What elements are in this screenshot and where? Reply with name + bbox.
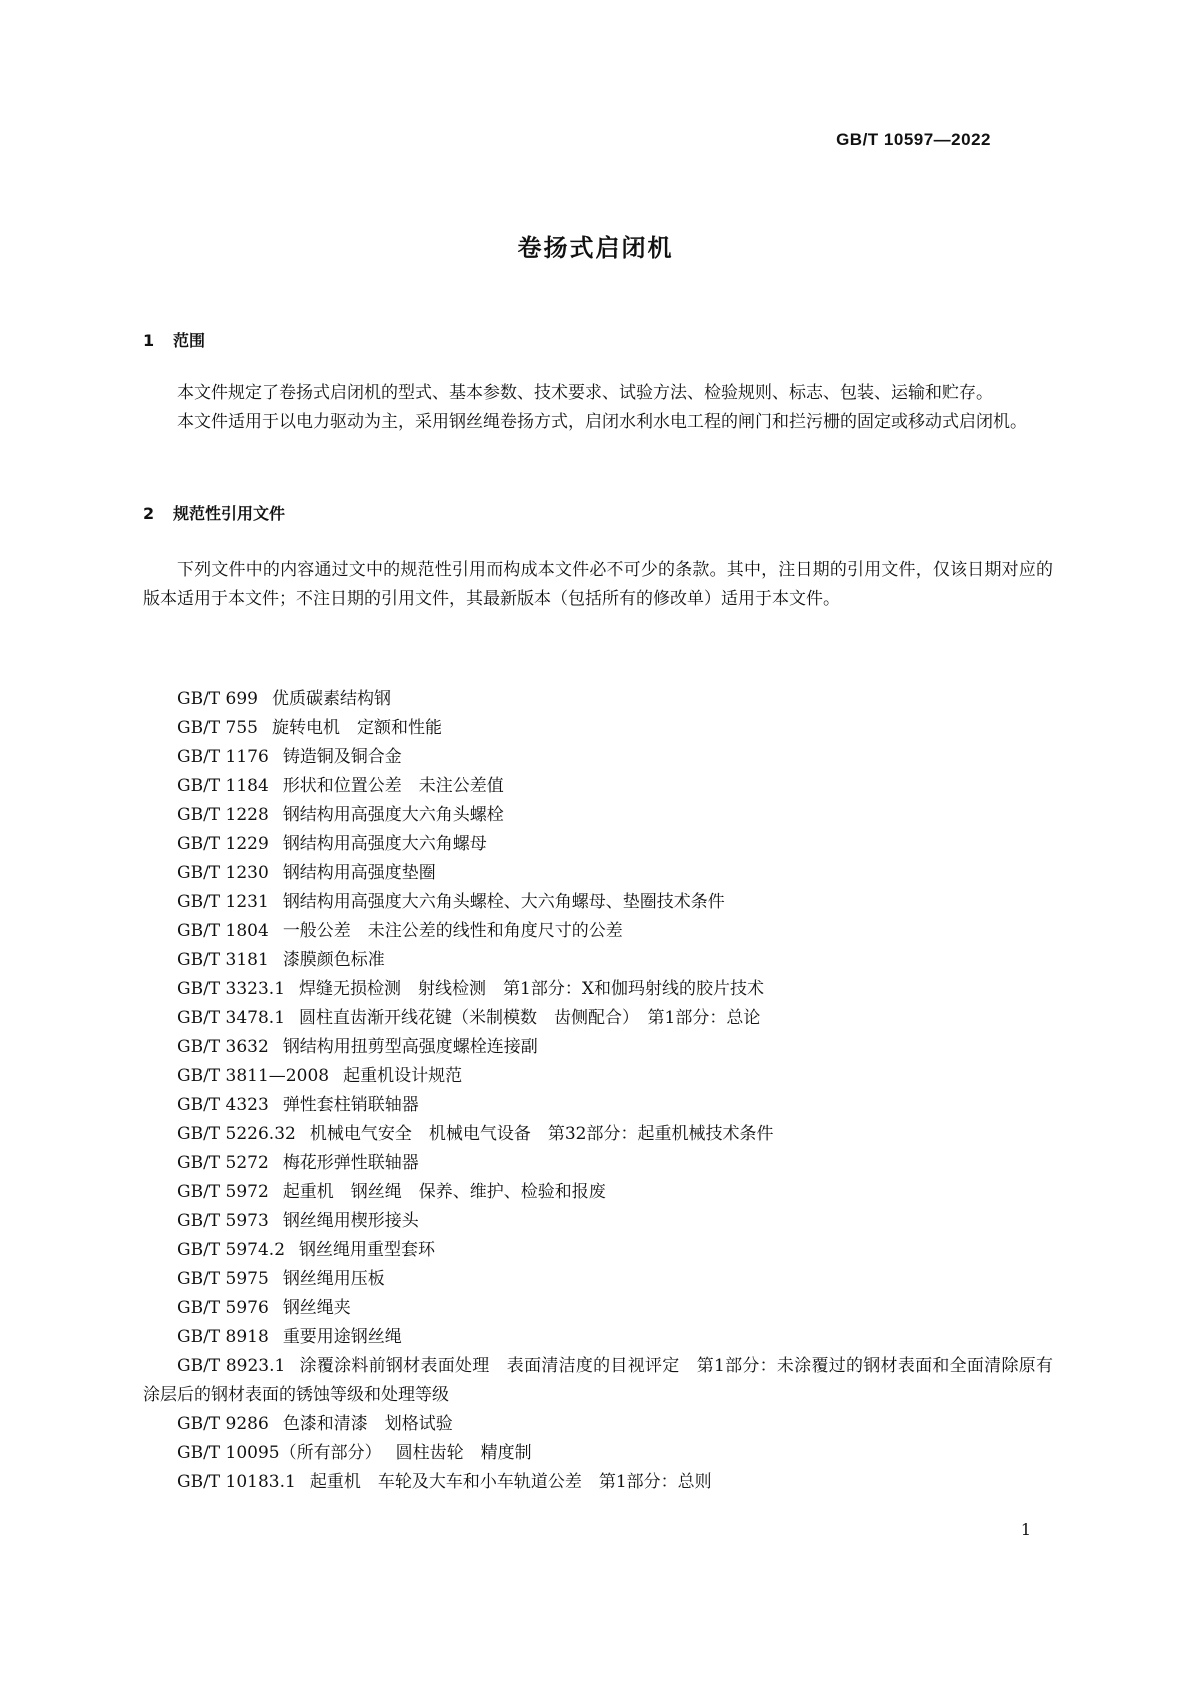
reference-code: GB/T 5272: [177, 1153, 269, 1173]
reference-title: 形状和位置公差 未注公差值: [282, 776, 504, 796]
reference-code: GB/T 699: [177, 689, 258, 709]
reference-item: [143, 772, 1053, 801]
document-title: 卷扬式启闭机: [517, 234, 674, 262]
reference-title: 旋转电机 定额和性能: [272, 718, 442, 738]
reference-item: [143, 1033, 1053, 1062]
reference-code: GB/T 10183.1: [177, 1472, 296, 1492]
reference-item: [143, 1091, 1053, 1120]
reference-code: GB/T 9286: [177, 1414, 269, 1434]
page-number: 1: [1020, 1520, 1031, 1539]
reference-code: GB/T 1231: [177, 892, 269, 912]
reference-item: [143, 714, 1053, 743]
reference-title: 钢结构用高强度大六角头螺栓: [282, 805, 504, 825]
reference-title: 钢结构用高强度大六角头螺栓、大六角螺母、垫圈技术条件: [282, 892, 725, 912]
reference-code: GB/T 1229: [177, 834, 269, 854]
reference-item: [143, 1265, 1053, 1294]
reference-code: GB/T 1228: [177, 805, 269, 825]
normative-references-list: [143, 685, 1053, 1497]
reference-item: [143, 801, 1053, 830]
standard-code: GB/T 10597—2022: [836, 130, 991, 149]
reference-item: [143, 1178, 1053, 1207]
reference-item: [143, 1004, 1053, 1033]
reference-title: 重要用途钢丝绳: [282, 1327, 402, 1347]
reference-title: 一般公差 未注公差的线性和角度尺寸的公差: [282, 921, 623, 941]
reference-item: [143, 917, 1053, 946]
reference-title: 铸造铜及铜合金: [282, 747, 402, 767]
reference-code: GB/T 5974.2: [177, 1240, 286, 1260]
reference-title: 钢结构用高强度垫圈: [282, 863, 436, 883]
section-1-heading: [143, 328, 205, 351]
reference-item: [143, 685, 1053, 714]
reference-item: [143, 1468, 1053, 1497]
reference-code: GB/T 1804: [177, 921, 269, 941]
reference-item: [143, 743, 1053, 772]
reference-item: [143, 1062, 1053, 1091]
reference-title: 起重机 车轮及大车和小车轨道公差 第1部分：总则: [309, 1472, 712, 1492]
reference-title: 圆柱直齿渐开线花键（米制模数 齿侧配合） 第1部分：总论: [299, 1008, 761, 1028]
section-number: 1: [143, 331, 155, 350]
reference-code: GB/T 1184: [177, 776, 269, 796]
reference-code: GB/T 3811—2008: [177, 1066, 330, 1086]
reference-code: GB/T 755: [177, 718, 258, 738]
reference-title: 优质碳素结构钢: [272, 689, 391, 709]
reference-code: GB/T 3632: [177, 1037, 269, 1057]
scope-paragraph-2: 本文件适用于以电力驱动为主，采用钢丝绳卷扬方式，启闭水利水电工程的闸门和拦污栅的固定或移动式启闭机。: [177, 412, 1027, 432]
reference-item: [143, 888, 1053, 917]
section-number: 2: [143, 504, 155, 523]
reference-title: 涂覆涂料前钢材表面处理 表面清洁度的目视评定 第1部分：未涂覆过的钢材表面和全面清除原有涂层后的钢材表面的锈蚀等级和处理等级: [143, 1356, 1053, 1405]
reference-title: 起重机设计规范: [343, 1066, 463, 1086]
reference-code: GB/T 3323.1: [177, 979, 286, 999]
reference-title: 钢结构用高强度大六角螺母: [282, 834, 487, 854]
section-2-heading: [143, 501, 285, 524]
reference-code: GB/T 5972: [177, 1182, 269, 1202]
reference-title: 焊缝无损检测 射线检测 第1部分：X和伽玛射线的胶片技术: [299, 979, 764, 999]
reference-item: [143, 1294, 1053, 1323]
reference-title: 起重机 钢丝绳 保养、维护、检验和报废: [282, 1182, 606, 1202]
reference-title: 色漆和清漆 划格试验: [282, 1414, 453, 1434]
reference-title: 漆膜颜色标准: [282, 950, 385, 970]
reference-item: [143, 1120, 1053, 1149]
reference-code: GB/T 10095（所有部分）: [177, 1443, 382, 1463]
reference-title: 钢丝绳用重型套环: [299, 1240, 436, 1260]
reference-code: GB/T 3478.1: [177, 1008, 286, 1028]
reference-code: GB/T 5973: [177, 1211, 269, 1231]
reference-item: [143, 1236, 1053, 1265]
reference-code: GB/T 3181: [177, 950, 269, 970]
reference-code: GB/T 5226.32: [177, 1124, 296, 1144]
reference-code: GB/T 1176: [177, 747, 269, 767]
reference-title: 钢结构用扭剪型高强度螺栓连接副: [282, 1037, 538, 1057]
section-title: 规范性引用文件: [173, 504, 286, 523]
section-title: 范围: [173, 331, 206, 350]
reference-title: 梅花形弹性联轴器: [282, 1153, 419, 1173]
reference-title: 钢丝绳夹: [282, 1298, 351, 1318]
reference-item: [143, 1323, 1053, 1352]
references-intro: 下列文件中的内容通过文中的规范性引用而构成本文件必不可少的条款。其中，注日期的引用文件，仅该日期对应的版本适用于本文件；不注日期的引用文件，其最新版本（包括所有的修改单）适用于本文件。: [143, 560, 1053, 609]
reference-item: [143, 1149, 1053, 1178]
reference-code: GB/T 8918: [177, 1327, 269, 1347]
reference-item: [143, 975, 1053, 1004]
reference-item: [143, 1410, 1053, 1439]
reference-title: 机械电气安全 机械电气设备 第32部分：起重机械技术条件: [309, 1124, 774, 1144]
reference-title: 钢丝绳用楔形接头: [282, 1211, 419, 1231]
reference-title: 圆柱齿轮 精度制: [395, 1443, 532, 1463]
reference-title: 弹性套柱销联轴器: [282, 1095, 419, 1115]
reference-item: [143, 830, 1053, 859]
reference-item: [143, 1207, 1053, 1236]
reference-code: GB/T 1230: [177, 863, 269, 883]
reference-code: GB/T 8923.1: [177, 1356, 286, 1376]
reference-code: GB/T 4323: [177, 1095, 269, 1115]
reference-code: GB/T 5975: [177, 1269, 269, 1289]
reference-item: [143, 946, 1053, 975]
reference-code: GB/T 5976: [177, 1298, 269, 1318]
scope-paragraph-1: 本文件规定了卷扬式启闭机的型式、基本参数、技术要求、试验方法、检验规则、标志、包装、运输和贮存。: [177, 383, 993, 403]
reference-title: 钢丝绳用压板: [282, 1269, 385, 1289]
reference-item: [143, 1352, 1053, 1410]
reference-item: [143, 1439, 1053, 1468]
reference-item: [143, 859, 1053, 888]
